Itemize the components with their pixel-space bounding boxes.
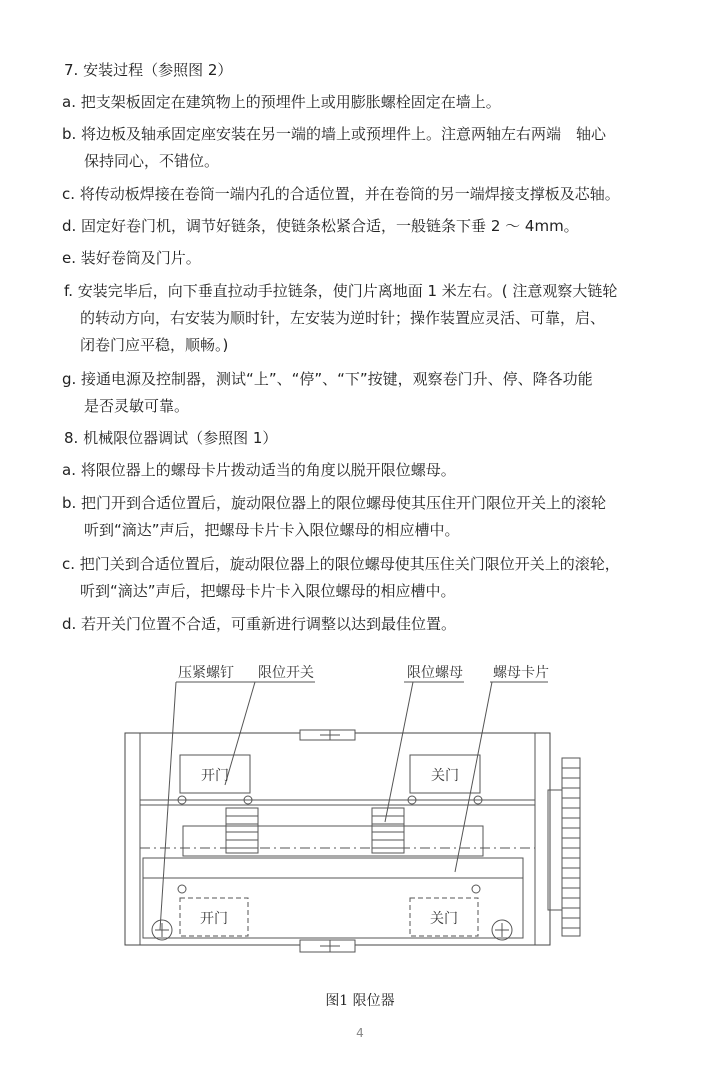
step-d: d. 固定好卷门机，调节好链条，使链条松紧合适，一般链条下垂 2 ～ 4mm。 xyxy=(62,217,579,235)
leader-press-screw xyxy=(160,682,176,930)
figure-caption: 图1 限位器 xyxy=(325,993,395,1009)
section-heading-install: 7. 安装过程（参照图 2） xyxy=(64,61,233,79)
step-c: c. 将传动板焊接在卷筒一端内孔的合适位置，并在卷筒的另一端焊接支撑板及芯轴。 xyxy=(62,185,620,203)
label-nut-clip: 螺母卡片 xyxy=(493,665,549,681)
label-close-bottom: 关门 xyxy=(430,911,458,927)
press-screw-left-icon xyxy=(152,920,172,940)
step-b-cont: 保持同心，不错位。 xyxy=(84,152,220,170)
step-f-cont-1: 的转动方向，右安装为顺时针，左安装为逆时针；操作装置应灵活、可靠，启、 xyxy=(80,309,606,327)
step-g-cont: 是否灵敏可靠。 xyxy=(84,397,190,415)
limiter-step-a: a. 将限位器上的螺母卡片拨动适当的角度以脱开限位螺母。 xyxy=(62,461,456,479)
limiter-step-c-cont: 听到“滴达”声后，把螺母卡片卡入限位螺母的相应槽中。 xyxy=(80,582,456,600)
step-e: e. 装好卷筒及门片。 xyxy=(62,249,201,267)
section-heading-limiter: 8. 机械限位器调试（参照图 1） xyxy=(64,429,278,447)
step-a: a. 把支架板固定在建筑物上的预埋件上或用膨胀螺栓固定在墙上。 xyxy=(62,93,501,111)
step-f: f. 安装完毕后，向下垂直拉动手拉链条，使门片离地面 1 米左右。( 注意观察大链轮 xyxy=(64,282,618,300)
label-open-top: 开门 xyxy=(201,768,229,784)
label-limit-nut: 限位螺母 xyxy=(407,665,463,681)
page-number: 4 xyxy=(356,1026,364,1040)
leader-limit-nut xyxy=(385,682,413,822)
label-limit-switch: 限位开关 xyxy=(258,665,314,681)
gear-wheel-icon xyxy=(562,758,580,936)
limiter-step-b-cont: 听到“滴达”声后，把螺母卡片卡入限位螺母的相应槽中。 xyxy=(84,521,460,539)
limiter-step-c: c. 把门关到合适位置后，旋动限位器上的限位螺母使其压住关门限位开关上的滚轮， xyxy=(62,555,620,573)
leader-nut-clip xyxy=(455,682,492,872)
limit-nut-left xyxy=(226,808,258,853)
step-f-cont-2: 闭卷门应平稳，顺畅。) xyxy=(80,336,229,354)
limiter-step-b: b. 把门开到合适位置后，旋动限位器上的限位螺母使其压住开门限位开关上的滚轮 xyxy=(62,494,607,512)
label-press-screw: 压紧螺钉 xyxy=(178,665,234,681)
limiter-step-d: d. 若开关门位置不合适，可重新进行调整以达到最佳位置。 xyxy=(62,615,457,633)
label-close-top: 关门 xyxy=(431,768,459,784)
step-b: b. 将边板及轴承固定座安装在另一端的墙上或预埋件上。注意两轴左右两端 轴心 xyxy=(62,125,607,143)
step-g: g. 接通电源及控制器，测试“上”、“停”、“下”按键，观察卷门升、停、降各功能 xyxy=(62,370,593,388)
limit-nut-right xyxy=(372,808,404,853)
outer-frame xyxy=(125,733,550,945)
label-open-bottom: 开门 xyxy=(200,911,228,927)
press-screw-right-icon xyxy=(492,920,512,940)
